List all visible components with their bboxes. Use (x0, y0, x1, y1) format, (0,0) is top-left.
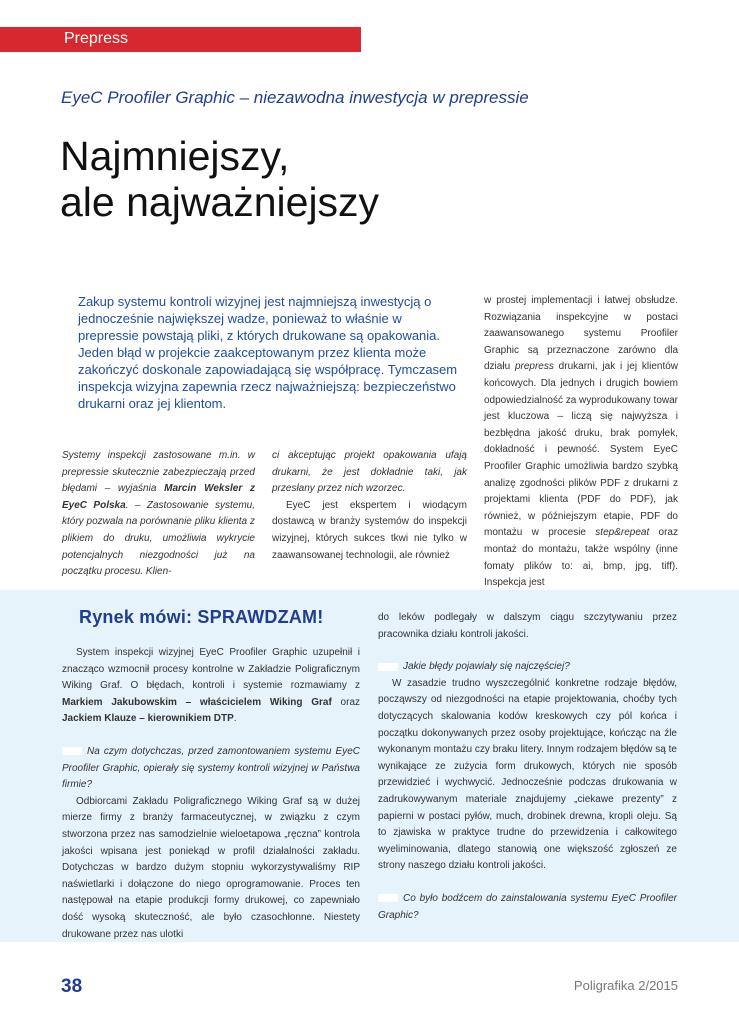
question-3: Co było bodźcem do zainstalowania systemu EyeC Proofiler Graphic? (378, 892, 677, 921)
question-marker (378, 663, 398, 671)
article-title (60, 133, 660, 225)
page-number: 38 (61, 976, 83, 997)
question-marker (378, 894, 398, 902)
box-intro-b: Markiem Jakubowskim – właścicielem Wiking Graf (62, 696, 332, 708)
footer-issue: Poligrafika 2/2015 (573, 978, 678, 993)
box-intro-a: System inspekcji wizyjnej EyeC Proofiler Graphic uzupełnił i znacząco wzmocnił procesy kontrolne w Zakładzie Poligraficznym Wiking Graf. O błędach, kontroli i systemie rozmawiamy z (62, 647, 360, 692)
title-line-2: ale najważniejszy (60, 179, 380, 225)
section-bar (0, 27, 361, 52)
col3-e: oraz montaż do montażu, także wspólny (inne fomaty plików to: ai, bmp, jpg, tiff). Inspekcja jest (484, 527, 678, 589)
box-intro-c: oraz (331, 696, 361, 708)
article-subtitle: EyeC Proofiler Graphic – niezawodna inwestycja w prepressie (61, 88, 529, 107)
question-marker (62, 747, 82, 755)
col1-intro: Systemy inspekcji zastosowane m.in. w prepressie skutecznie zabezpieczają przed błędami – wyjaśnia (62, 450, 255, 495)
answer-1: Odbiorcami Zakładu Poligraficznego Wiking Graf są w dużej mierze firmy z branży farmaceutycznej, w związku z czym stworzona przez nas samodzielnie wieloetapowa „ręczna” kontrola jakości wpisana jest poniekąd w profil działalności zakładu. Dotychczas w bardzo dużym stopniu wykorzystywaliśmy RIP naświetlarki i dołączone do niego oprogramowanie. Proces ten następował na etapie produkcji formy drukowej, co zapewniało dość wysoką skuteczność, ale było czasochłonne. Niestety drukowane przez nas ulotki (62, 795, 360, 940)
col3-d: step&repeat (595, 527, 650, 539)
answer-2: W zasadzie trudno wyszczególnić konkretne rodzaje błędów, począwszy od niezgodności na etapie projektowania, choćby tych dotyczących skalowania kodów kreskowych czy pól końca i początku dokonywanych przez osoby projektujące, kończąc na źle wykonanym montażu czy braku litery. Innym rodzajem błędów są te wynikające ze zużycia form drukowych, których nie sposób przewidzieć i wychwycić. Jednocześnie podczas drukowania w zadrukowywanym materiale znajdujemy „ciekawe prezenty” z papierni w postaci pyłów, much, drobinek drewna, kropli oleju. Są to zjawiska w praktyce trudne do przewidzenia i całkowitego wyeliminowania, dlatego stanowią one większość zgłoszeń ze strony naszego działu kontroli jakości. (378, 677, 677, 872)
col3-a: w prostej implementacji i łatwej obsłudze. Rozwiązania inspekcyjne w postaci zaawansowanego systemu Proofiler Graphic są przeznaczone zarówno dla działu (484, 295, 678, 373)
section-label: Prepress (64, 30, 129, 47)
question-1: Na czym dotychczas, przed zamontowaniem systemu EyeC Proofiler Graphic, opierały się systemy kontroli wizyjnej w Państwa firmie? (62, 745, 360, 791)
col2-p1: ci akceptując projekt opakowania ufają drukarni, że jest dokładnie taki, jak przesłany przez nich wzorzec. (272, 450, 467, 495)
title-line-1: Najmniejszy, (60, 133, 290, 179)
question-2: Jakie błędy pojawiały się najczęściej? (403, 661, 570, 673)
column-1 (62, 448, 255, 581)
answer-1-cont: do leków podlegały w dalszym ciągu szczytywaniu przez pracownika działu kontroli jakości. (378, 612, 677, 640)
box-title: Rynek mówi: SPRAWDZAM! (79, 607, 324, 627)
col1-rest: . – Zastosowanie systemu, który pozwala na porównanie pliku klienta z plikiem do druku, umożliwia wykrycie potencjalnych niezgodności już na początku procesu. Klien- (62, 499, 255, 578)
col2-p2: EyeC jest ekspertem i wiodącym dostawcą w branży systemów do inspekcji wizyjnej, których sukces tkwi nie tylko w zaawansowanej technologii, ale również (272, 499, 467, 561)
col1-name: Marcin Weksler z EyeC Polska (62, 483, 255, 511)
box-intro-e: . (233, 713, 237, 725)
column-3 (484, 293, 678, 592)
lead-paragraph: Zakup systemu kontroli wizyjnej jest najmniejszą inwestycją o jednocześnie największej wadze, ponieważ to właśnie w prepressie powstają pliki, z których drukowane są opakowania. Jeden błąd w projekcie zaakceptowanym przez klienta może zakończyć doskonale zapowiadającą się współpracę. Tymczasem inspekcja wizyjna zapewnia rzecz najważniejszą: bezpieczeństwo drukarni oraz jej klientom. (78, 294, 458, 411)
box-column-1 (62, 645, 360, 943)
box-intro-d: Jackiem Klauze – kierownikiem DTP (62, 713, 234, 725)
column-2 (272, 448, 467, 564)
col3-c: drukarni, jak i jej klientów końcowych. Dla jednych i drugich bowiem odpowiedzialność za wyprodukowany towar jest kluczowa – liczą się najwyższa i bezbłędna jakość druku, brak pomyłek, dokładność i pewność. System EyeC Proofiler Graphic umożliwia bardzo szybką analizę zgodności plików PDF z drukarni z projektami klienta (PDF do PDF), jak również, w późniejszym etapie, PDF do montażu w procesie (484, 361, 679, 539)
col3-b: prepress (514, 361, 554, 373)
box-column-2 (378, 610, 677, 924)
